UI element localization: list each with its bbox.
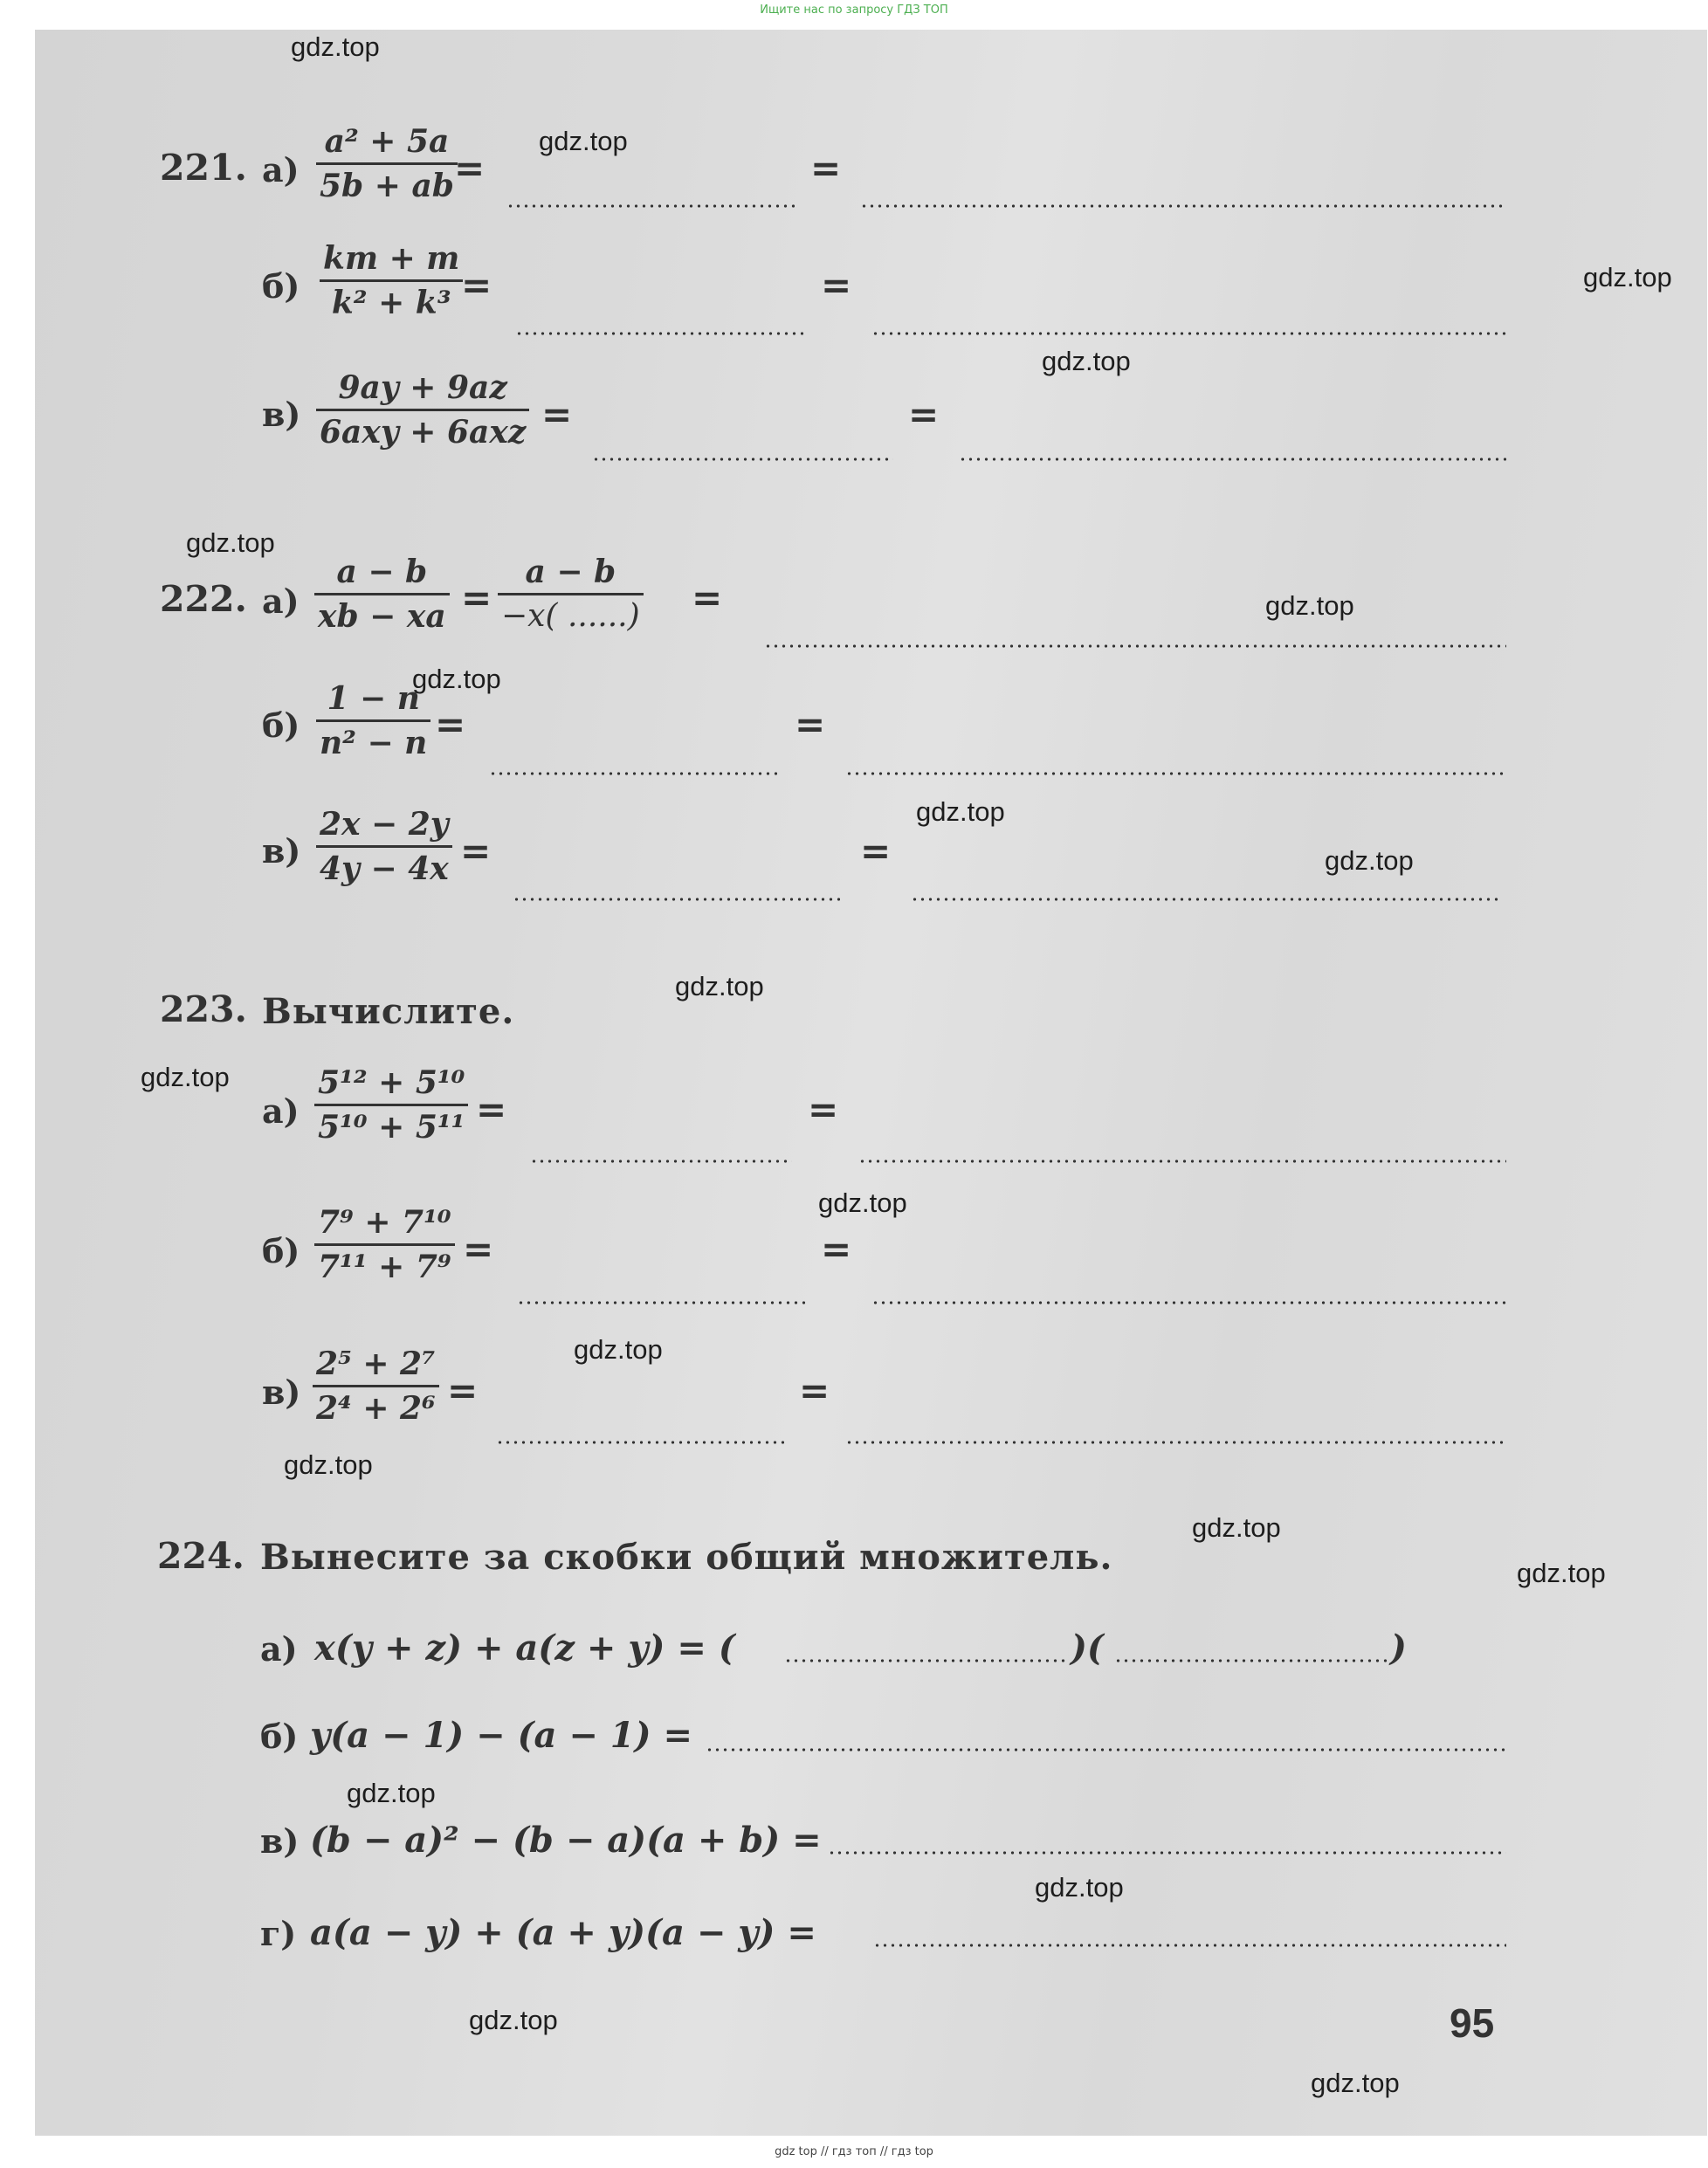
numerator: 7⁹ + 7¹⁰ bbox=[318, 1204, 451, 1241]
item-label: б) bbox=[262, 1231, 300, 1270]
equals-sign: = bbox=[908, 393, 940, 436]
watermark: gdz.top bbox=[1325, 845, 1414, 876]
numerator: a − b bbox=[525, 554, 616, 590]
answer-blank[interactable] bbox=[873, 1944, 1506, 1947]
equals-sign: = bbox=[447, 1369, 479, 1412]
denominator: n² − n bbox=[320, 725, 428, 761]
equals-sign: = bbox=[461, 264, 492, 306]
answer-blank[interactable] bbox=[496, 1441, 784, 1444]
answer-blank[interactable] bbox=[871, 332, 1506, 335]
problem-number: 224. bbox=[157, 1535, 244, 1577]
answer-blank[interactable] bbox=[513, 898, 840, 901]
expression-paren: ) bbox=[1390, 1628, 1407, 1669]
fraction-bar bbox=[314, 1243, 455, 1246]
fraction-bar bbox=[314, 1104, 468, 1106]
watermark: gdz.top bbox=[1517, 1558, 1606, 1588]
bottom-banner[interactable]: gdz top // гдз топ // гдз top bbox=[775, 2145, 933, 2158]
item-label: б) bbox=[262, 705, 300, 745]
item-label: а) bbox=[262, 582, 300, 621]
equals-sign: = bbox=[808, 1088, 839, 1131]
fraction bbox=[314, 1203, 455, 1286]
answer-blank[interactable] bbox=[1114, 1659, 1388, 1662]
watermark: gdz.top bbox=[1311, 2068, 1400, 2098]
equals-sign: = bbox=[799, 1369, 830, 1412]
fraction-bar bbox=[314, 593, 450, 595]
watermark: gdz.top bbox=[186, 527, 275, 558]
fraction-bar bbox=[316, 845, 452, 848]
equals-sign: = bbox=[860, 829, 892, 872]
item-label: в) bbox=[262, 1373, 301, 1412]
answer-blank[interactable] bbox=[764, 644, 1506, 648]
watermark: gdz.top bbox=[412, 664, 501, 694]
denominator: 7¹¹ + 7⁹ bbox=[318, 1249, 451, 1285]
problem-title: Вычислите. bbox=[262, 991, 515, 1032]
fraction bbox=[314, 1063, 468, 1146]
denominator: 2⁴ + 2⁶ bbox=[316, 1390, 436, 1427]
expression: y(a − 1) − (a − 1) = bbox=[310, 1715, 692, 1756]
expression-paren: )( bbox=[1071, 1628, 1104, 1669]
watermark: gdz.top bbox=[1265, 590, 1354, 621]
denominator: k² + k³ bbox=[331, 285, 451, 321]
fraction bbox=[313, 1345, 439, 1428]
fraction-bar bbox=[498, 593, 644, 595]
answer-blank[interactable] bbox=[592, 458, 893, 461]
equals-sign: = bbox=[810, 147, 842, 189]
answer-blank[interactable] bbox=[845, 1441, 1506, 1444]
answer-blank[interactable] bbox=[784, 1659, 1068, 1662]
fraction bbox=[316, 368, 529, 451]
equals-sign: = bbox=[541, 393, 573, 436]
workbook-page bbox=[35, 30, 1707, 2136]
equals-sign: = bbox=[460, 829, 492, 872]
numerator: 5¹² + 5¹⁰ bbox=[318, 1064, 465, 1101]
watermark: gdz.top bbox=[347, 1778, 436, 1808]
expression: x(y + z) + a(z + y) = ( bbox=[314, 1628, 735, 1669]
fraction-bar bbox=[316, 719, 430, 722]
item-label: в) bbox=[260, 1821, 300, 1861]
fraction bbox=[316, 805, 452, 888]
answer-blank[interactable] bbox=[506, 204, 795, 208]
fraction-bar bbox=[316, 162, 458, 165]
fraction-bar bbox=[316, 409, 529, 411]
answer-blank[interactable] bbox=[489, 772, 777, 775]
watermark: gdz.top bbox=[818, 1187, 907, 1218]
problem-number: 223. bbox=[160, 988, 247, 1030]
equals-sign: = bbox=[435, 703, 466, 746]
watermark: gdz.top bbox=[141, 1062, 230, 1092]
watermark: gdz.top bbox=[1035, 1872, 1124, 1903]
watermark: gdz.top bbox=[916, 796, 1005, 827]
answer-blank[interactable] bbox=[871, 1301, 1506, 1304]
numerator: 9ay + 9az bbox=[338, 369, 507, 406]
expression: a(a − y) + (a + y)(a − y) = bbox=[310, 1912, 816, 1953]
watermark: gdz.top bbox=[1583, 262, 1672, 293]
answer-blank[interactable] bbox=[515, 332, 803, 335]
top-banner[interactable]: Ищите нас по запросу ГДЗ ТОП bbox=[760, 3, 948, 17]
equals-sign: = bbox=[692, 576, 723, 619]
denominator: −x( ......) bbox=[501, 598, 640, 634]
fraction-bar bbox=[313, 1385, 439, 1387]
equals-sign: = bbox=[821, 1228, 852, 1270]
answer-blank[interactable] bbox=[860, 204, 1506, 208]
item-label: г) bbox=[260, 1914, 297, 1953]
watermark: gdz.top bbox=[1042, 346, 1131, 376]
item-label: а) bbox=[262, 150, 300, 189]
numerator: a² + 5a bbox=[324, 123, 450, 160]
numerator: a − b bbox=[336, 554, 428, 590]
watermark: gdz.top bbox=[284, 1449, 373, 1480]
fraction bbox=[316, 122, 458, 205]
denominator: 6axy + 6axz bbox=[320, 414, 527, 451]
problem-number: 222. bbox=[160, 578, 247, 620]
item-label: в) bbox=[262, 395, 301, 434]
answer-blank[interactable] bbox=[828, 1851, 1506, 1855]
equals-sign: = bbox=[476, 1088, 507, 1131]
numerator: 2x − 2y bbox=[320, 806, 449, 843]
equals-sign: = bbox=[821, 264, 852, 306]
denominator: 5b + ab bbox=[320, 168, 454, 204]
watermark: gdz.top bbox=[539, 126, 628, 156]
item-label: в) bbox=[262, 831, 301, 871]
equals-sign: = bbox=[461, 576, 492, 619]
answer-blank[interactable] bbox=[530, 1160, 792, 1163]
watermark: gdz.top bbox=[574, 1334, 663, 1365]
denominator: 5¹⁰ + 5¹¹ bbox=[318, 1109, 465, 1146]
answer-blank[interactable] bbox=[845, 772, 1506, 775]
equals-sign: = bbox=[463, 1228, 494, 1270]
answer-blank[interactable] bbox=[517, 1301, 805, 1304]
equals-sign: = bbox=[795, 703, 826, 746]
denominator: xb − xa bbox=[318, 598, 446, 635]
denominator: 4y − 4x bbox=[320, 850, 449, 887]
page-number: 95 bbox=[1450, 2000, 1495, 2046]
numerator: 2⁵ + 2⁷ bbox=[316, 1346, 436, 1382]
watermark: gdz.top bbox=[469, 2005, 558, 2035]
watermark: gdz.top bbox=[1192, 1512, 1281, 1543]
answer-blank[interactable] bbox=[706, 1748, 1506, 1752]
answer-blank[interactable] bbox=[858, 1160, 1506, 1163]
fraction-bar bbox=[320, 279, 463, 282]
watermark: gdz.top bbox=[291, 31, 380, 62]
fraction bbox=[314, 553, 450, 636]
answer-blank[interactable] bbox=[911, 898, 1500, 901]
watermark: gdz.top bbox=[675, 971, 764, 1001]
fraction bbox=[498, 553, 644, 636]
problem-title: Вынесите за скобки общий множитель. bbox=[260, 1537, 1113, 1578]
item-label: а) bbox=[262, 1091, 300, 1131]
item-label: б) bbox=[262, 266, 300, 306]
equals-sign: = bbox=[454, 147, 486, 189]
item-label: а) bbox=[260, 1629, 298, 1669]
numerator: 1 − n bbox=[327, 680, 420, 717]
expression: (b − a)² − (b − a)(a + b) = bbox=[310, 1820, 822, 1861]
problem-number: 221. bbox=[160, 147, 247, 189]
numerator: km + m bbox=[323, 240, 460, 277]
fraction bbox=[320, 239, 463, 322]
answer-blank[interactable] bbox=[959, 458, 1506, 461]
item-label: б) bbox=[260, 1717, 299, 1756]
fraction bbox=[316, 679, 430, 762]
